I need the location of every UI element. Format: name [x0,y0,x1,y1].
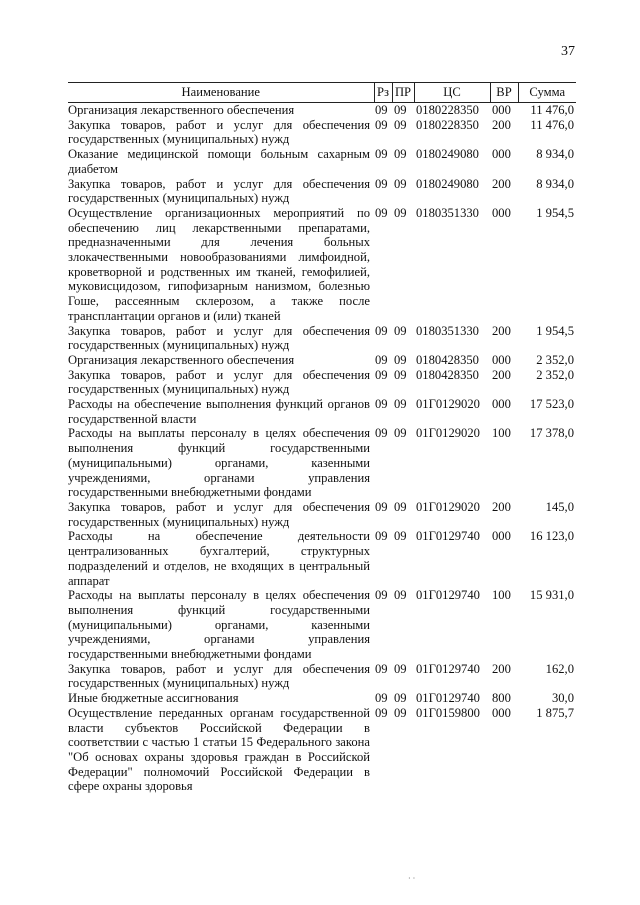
table-row [68,397,576,426]
cell-vr: 100 [492,588,511,603]
cell-name: Закупка товаров, работ и услуг для обеспечения государственных (муниципальных) нужд [68,367,370,397]
cell-pr: 09 [394,323,407,338]
cell-sum: 1 954,5 [536,205,574,220]
cell-cs: 0180351330 [416,205,479,220]
table-row [68,206,576,324]
cell-vr: 200 [492,499,511,514]
cell-sum: 16 123,0 [529,529,574,544]
table-row [68,706,576,794]
cell-pr: 09 [394,691,407,706]
cell-name: Организация лекарственного обеспечения [68,103,295,117]
cell-vr: 000 [492,147,511,162]
cell-rz: 09 [375,205,388,220]
header-cs: ЦС [414,83,490,103]
header-pr: ПР [392,83,414,103]
table-row [68,691,576,706]
cell-rz: 09 [375,117,388,132]
cell-name: Расходы на выплаты персоналу в целях обеспечения выполнения функций государственными (муниципальными) органами, казенными учреждениями, органами управления государственными внебюджетными фондами [68,426,370,500]
header-name: Наименование [68,83,374,103]
table-row [68,426,576,500]
cell-sum: 30,0 [551,691,574,706]
cell-rz: 09 [375,103,388,117]
table-row [68,529,576,588]
cell-cs: 0180249080 [416,176,479,191]
cell-sum: 8 934,0 [536,147,574,162]
cell-pr: 09 [394,367,407,382]
cell-name: Расходы на выплаты персоналу в целях обеспечения выполнения функций государственными (муниципальными) органами, казенными учреждениями, органами управления государственными внебюджетными фондами [68,588,370,662]
cell-pr: 09 [394,499,407,514]
page-number: 37 [561,44,575,59]
table-row [68,147,576,176]
table-row [68,662,576,691]
cell-pr: 09 [394,352,407,367]
cell-vr: 200 [492,117,511,132]
cell-sum: 162,0 [545,661,574,676]
cell-name: Оказание медицинской помощи больным сахарным диабетом [68,147,370,176]
table-row [68,103,576,118]
cell-cs: 01Г0129020 [416,397,480,412]
table-row [68,368,576,397]
cell-sum: 17 378,0 [529,426,574,441]
cell-sum: 17 523,0 [529,397,574,412]
table-row [68,588,576,662]
cell-cs: 01Г0129740 [416,691,480,706]
cell-name: Закупка товаров, работ и услуг для обеспечения государственных (муниципальных) нужд [68,499,370,529]
cell-cs: 0180228350 [416,103,479,117]
cell-rz: 09 [375,691,388,706]
cell-rz: 09 [375,705,388,720]
table-row [68,324,576,353]
cell-cs: 01Г0129020 [416,499,480,514]
cell-pr: 09 [394,588,407,603]
cell-vr: 200 [492,176,511,191]
table-row [68,177,576,206]
cell-sum: 2 352,0 [536,352,574,367]
cell-name: Закупка товаров, работ и услуг для обеспечения государственных (муниципальных) нужд [68,661,370,691]
cell-pr: 09 [394,176,407,191]
cell-cs: 01Г0129740 [416,529,480,544]
cell-name: Закупка товаров, работ и услуг для обеспечения государственных (муниципальных) нужд [68,117,370,147]
cell-vr: 200 [492,661,511,676]
cell-name: Осуществление организационных мероприятий по обеспечению лиц лекарственными препаратами, предназначенными для лечения больных злокачественными новообразованиями лимфоидной, кроветворной и родственных им тканей, гемофилией, муковисцидозом, гипофизарным нанизмом, болезнью Гоше, рассеянным склерозом, а также после трансплантации органов и (или) тканей [68,205,370,323]
cell-vr: 200 [492,323,511,338]
footer-mark: · · [408,874,416,883]
cell-vr: 000 [492,529,511,544]
table-header-row [68,83,576,103]
cell-pr: 09 [394,705,407,720]
cell-cs: 01Г0129740 [416,661,480,676]
cell-pr: 09 [394,397,407,412]
cell-rz: 09 [375,661,388,676]
cell-sum: 8 934,0 [536,176,574,191]
header-vr: ВР [490,83,518,103]
cell-vr: 800 [492,691,511,706]
cell-pr: 09 [394,529,407,544]
table-row [68,353,576,368]
cell-rz: 09 [375,352,388,367]
cell-name: Расходы на обеспечение деятельности централизованных бухгалтерий, структурных подразделений и отделов, не входящих в центральный аппарат [68,529,370,588]
cell-pr: 09 [394,661,407,676]
cell-cs: 0180351330 [416,323,479,338]
header-rz: Рз [374,83,392,103]
cell-rz: 09 [375,397,388,412]
cell-cs: 01Г0159800 [416,705,480,720]
cell-vr: 000 [492,103,511,117]
cell-rz: 09 [375,529,388,544]
cell-sum: 11 476,0 [530,103,574,117]
cell-sum: 145,0 [545,499,574,514]
cell-rz: 09 [375,176,388,191]
cell-pr: 09 [394,205,407,220]
cell-name: Закупка товаров, работ и услуг для обеспечения государственных (муниципальных) нужд [68,323,370,353]
cell-cs: 0180228350 [416,117,479,132]
cell-cs: 0180428350 [416,367,479,382]
cell-cs: 01Г0129740 [416,588,480,603]
table-row [68,118,576,147]
header-sum: Сумма [518,83,576,103]
cell-vr: 200 [492,367,511,382]
cell-vr: 000 [492,205,511,220]
cell-pr: 09 [394,103,407,117]
table-row [68,500,576,529]
cell-pr: 09 [394,117,407,132]
cell-rz: 09 [375,147,388,162]
cell-cs: 0180249080 [416,147,479,162]
cell-rz: 09 [375,367,388,382]
cell-vr: 100 [492,426,511,441]
cell-cs: 0180428350 [416,352,479,367]
cell-name: Расходы на обеспечение выполнения функций органов государственной власти [68,397,370,426]
cell-vr: 000 [492,397,511,412]
cell-vr: 000 [492,705,511,720]
cell-rz: 09 [375,499,388,514]
cell-vr: 000 [492,352,511,367]
cell-name: Закупка товаров, работ и услуг для обеспечения государственных (муниципальных) нужд [68,176,370,206]
cell-rz: 09 [375,323,388,338]
cell-sum: 11 476,0 [530,117,574,132]
cell-rz: 09 [375,426,388,441]
budget-table [68,82,576,794]
cell-name: Организация лекарственного обеспечения [68,352,295,367]
cell-sum: 1 954,5 [536,323,574,338]
cell-name: Иные бюджетные ассигнования [68,691,239,706]
cell-cs: 01Г0129020 [416,426,480,441]
cell-sum: 2 352,0 [536,367,574,382]
table-body [68,103,576,795]
cell-name: Осуществление переданных органам государственной власти субъектов Российской Федерации в соответствии с частью 1 статьи 15 Федерального закона "Об основах охраны здоровья граждан в Российской Федерации" полномочий Российской Федерации в сфере охраны здоровья [68,705,370,794]
cell-pr: 09 [394,426,407,441]
cell-sum: 15 931,0 [529,588,574,603]
cell-sum: 1 875,7 [536,705,574,720]
cell-rz: 09 [375,588,388,603]
cell-pr: 09 [394,147,407,162]
